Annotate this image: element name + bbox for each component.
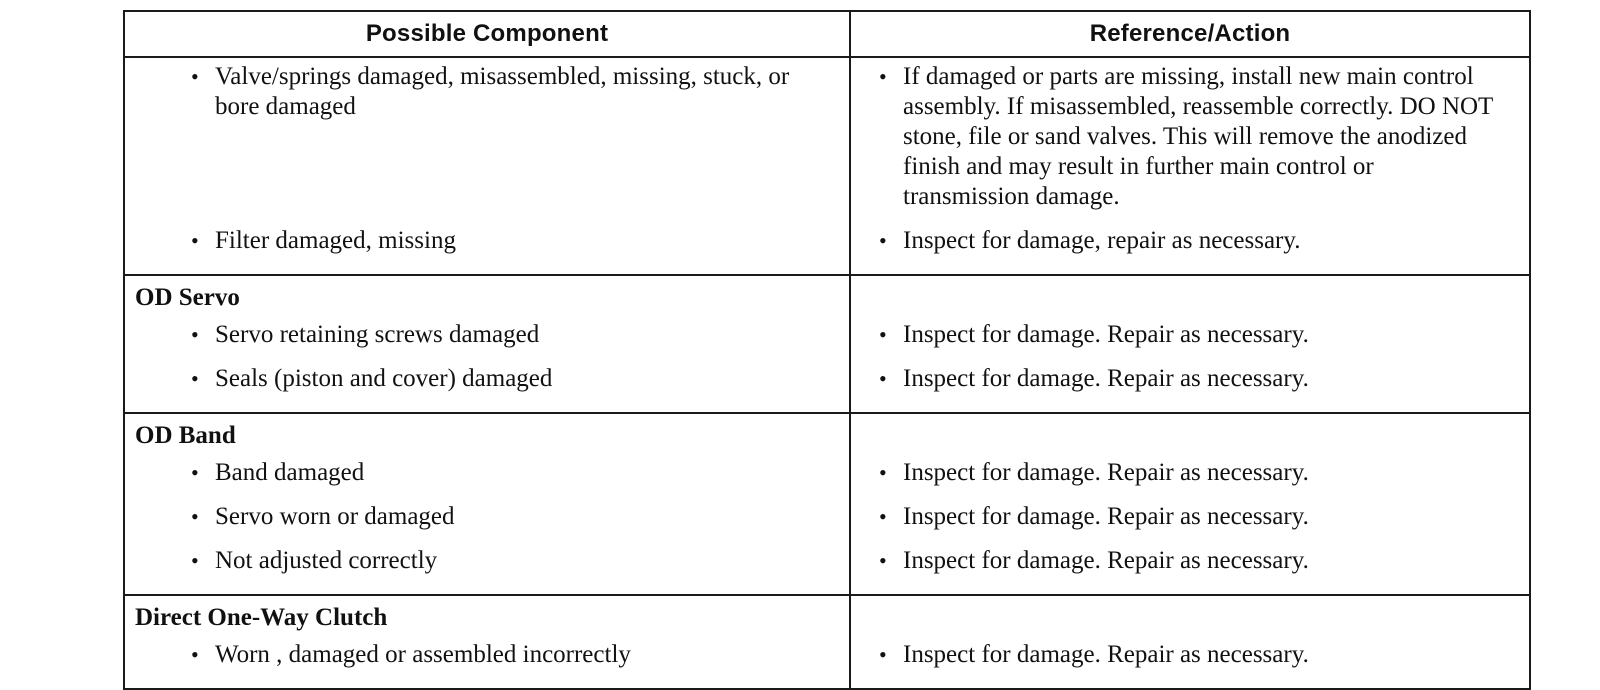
bullet-icon: •	[191, 64, 199, 89]
bullet-icon: •	[879, 64, 887, 89]
component-text: Band damaged	[215, 459, 365, 486]
table-header-row	[124, 11, 1530, 57]
list-item	[861, 640, 1519, 684]
bullet-icon: •	[879, 504, 887, 529]
section-title-spacer	[851, 414, 1529, 458]
component-cell	[124, 595, 850, 689]
section-title: Direct One-Way Clutch	[135, 604, 388, 631]
component-text: Servo worn or damaged	[215, 503, 455, 530]
bullet-icon: •	[879, 228, 887, 253]
component-text: Worn , damaged or assembled incorrectly	[215, 641, 631, 668]
section-title-spacer	[851, 276, 1529, 320]
list-item	[135, 62, 839, 226]
list-item	[135, 320, 839, 364]
list-item	[135, 640, 839, 684]
list-item	[861, 320, 1519, 364]
action-cell	[850, 275, 1530, 413]
component-text: Not adjusted correctly	[215, 547, 438, 574]
action-text: Inspect for damage. Repair as necessary.	[903, 503, 1309, 530]
action-cell	[850, 595, 1530, 689]
bullet-icon: •	[191, 642, 199, 667]
list-item	[135, 546, 839, 590]
bullet-icon: •	[191, 366, 199, 391]
bullet-icon: •	[879, 548, 887, 573]
section-title: OD Band	[135, 422, 236, 449]
component-cell	[124, 413, 850, 595]
column-header-action: Reference/Action	[850, 11, 1530, 57]
action-text: Inspect for damage. Repair as necessary.	[903, 365, 1309, 392]
list-item	[861, 226, 1519, 270]
component-text: Servo retaining screws damaged	[215, 321, 540, 348]
action-text: If damaged or parts are missing, install new main control assembly. If misassembled, reassemble correctly. DO NOT stone, file or sand valves. This will remove the anodized finish and may result in further main control or transmission damage.	[903, 63, 1493, 210]
action-text: Inspect for damage. Repair as necessary.	[903, 459, 1309, 486]
action-text: Inspect for damage, repair as necessary.	[903, 227, 1301, 254]
bullet-icon: •	[191, 460, 199, 485]
table-section-direct-one-way-clutch	[124, 595, 1530, 689]
action-cell	[850, 413, 1530, 595]
action-text: Inspect for damage. Repair as necessary.	[903, 321, 1309, 348]
bullet-icon: •	[191, 548, 199, 573]
bullet-icon: •	[879, 366, 887, 391]
component-text: Seals (piston and cover) damaged	[215, 365, 553, 392]
action-text: Inspect for damage. Repair as necessary.	[903, 641, 1309, 668]
list-item	[135, 458, 839, 502]
list-item	[861, 62, 1519, 226]
section-title-spacer	[851, 596, 1529, 640]
bullet-icon: •	[879, 642, 887, 667]
list-item	[861, 364, 1519, 408]
table-section-od-servo	[124, 275, 1530, 413]
action-text: Inspect for damage. Repair as necessary.	[903, 547, 1309, 574]
diagnostic-table	[123, 10, 1531, 690]
table-section-main-control	[124, 57, 1530, 275]
list-item	[135, 502, 839, 546]
list-item	[861, 546, 1519, 590]
section-title: OD Servo	[135, 284, 240, 311]
list-item	[135, 364, 839, 408]
component-cell	[124, 57, 850, 275]
bullet-icon: •	[191, 322, 199, 347]
list-item	[861, 458, 1519, 502]
component-text: Valve/springs damaged, misassembled, missing, stuck, or bore damaged	[215, 63, 790, 120]
list-item	[135, 226, 839, 270]
action-cell	[850, 57, 1530, 275]
column-header-component: Possible Component	[124, 11, 850, 57]
bullet-icon: •	[191, 228, 199, 253]
bullet-icon: •	[879, 322, 887, 347]
table-section-od-band	[124, 413, 1530, 595]
list-item	[861, 502, 1519, 546]
component-text: Filter damaged, missing	[215, 227, 456, 254]
component-cell	[124, 275, 850, 413]
bullet-icon: •	[879, 460, 887, 485]
bullet-icon: •	[191, 504, 199, 529]
